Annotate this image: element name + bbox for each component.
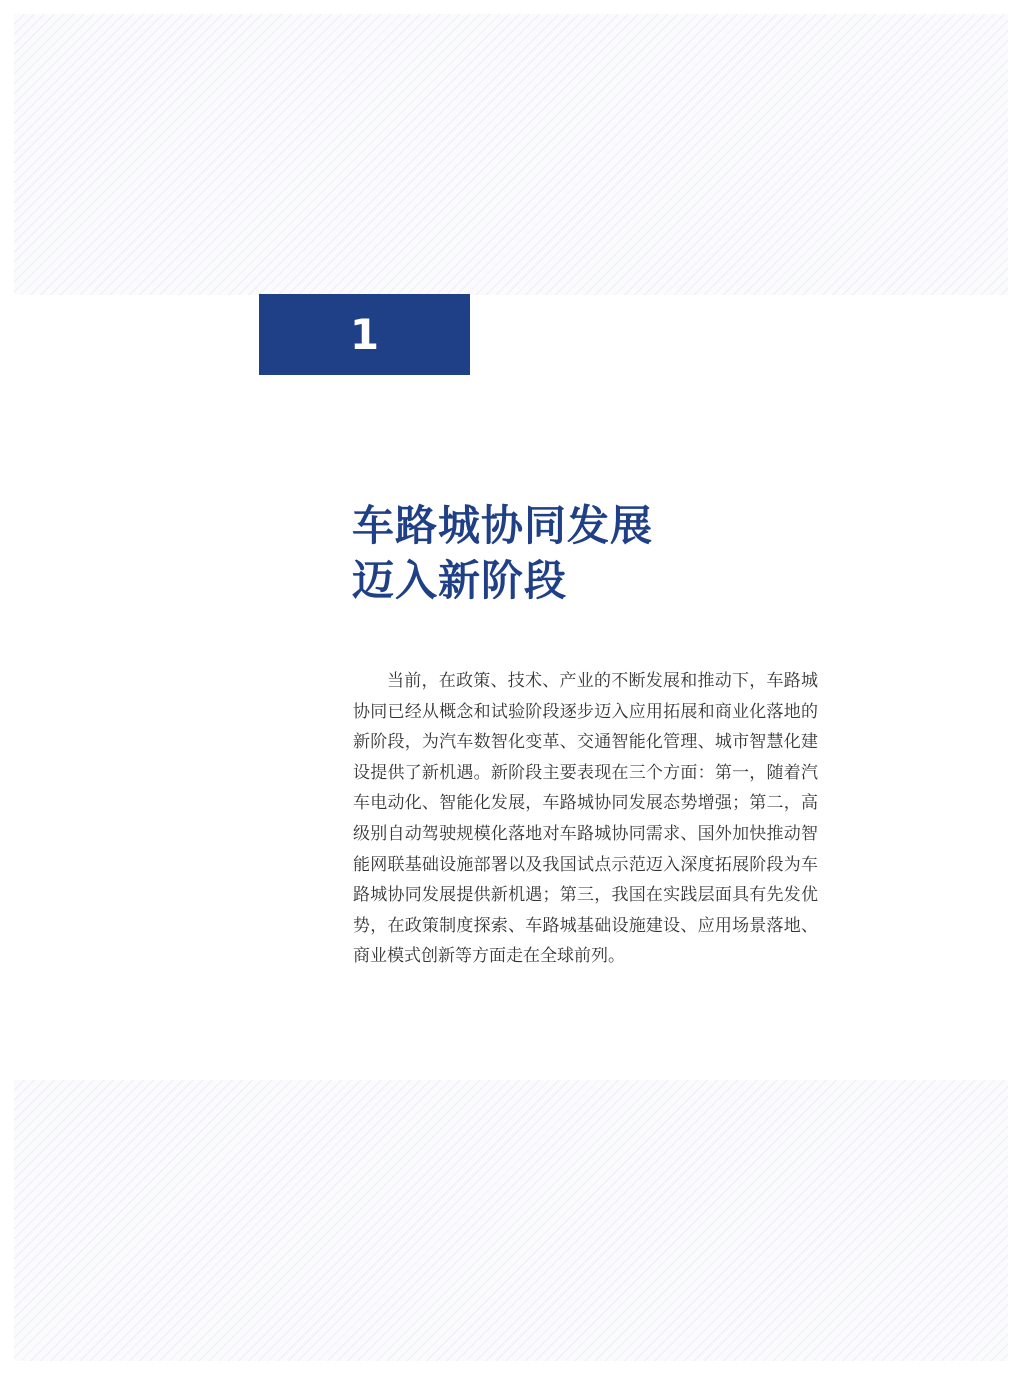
body-paragraph: 当前，在政策、技术、产业的不断发展和推动下，车路城协同已经从概念和试验阶段逐步迈入应用拓展和商业化落地的新阶段，为汽车数智化变革、交通智能化管理、城市智慧化建设提供了新机遇。新阶段主要表现在三个方面：第一，随着汽车电动化、智能化发展，车路城协同发展态势增强；第二，高级别自动驾驶规模化落地对车路城协同需求、国外加快推动智能网联基础设施部署以及我国试点示范迈入深度拓展阶段为车路城协同发展提供新机遇；第三，我国在实践层面具有先发优势，在政策制度探索、车路城基础设施建设、应用场景落地、商业模式创新等方面走在全球前列。 [353, 671, 818, 967]
chapter-title-line-2: 迈入新阶段 [352, 556, 568, 605]
chapter-title-line-1: 车路城协同发展 [352, 501, 654, 550]
chapter-number: 1 [349, 310, 380, 359]
chapter-title [352, 498, 832, 608]
decorative-hatch-top [14, 14, 1008, 295]
chapter-number-block [259, 294, 470, 375]
decorative-hatch-bottom [14, 1080, 1008, 1361]
